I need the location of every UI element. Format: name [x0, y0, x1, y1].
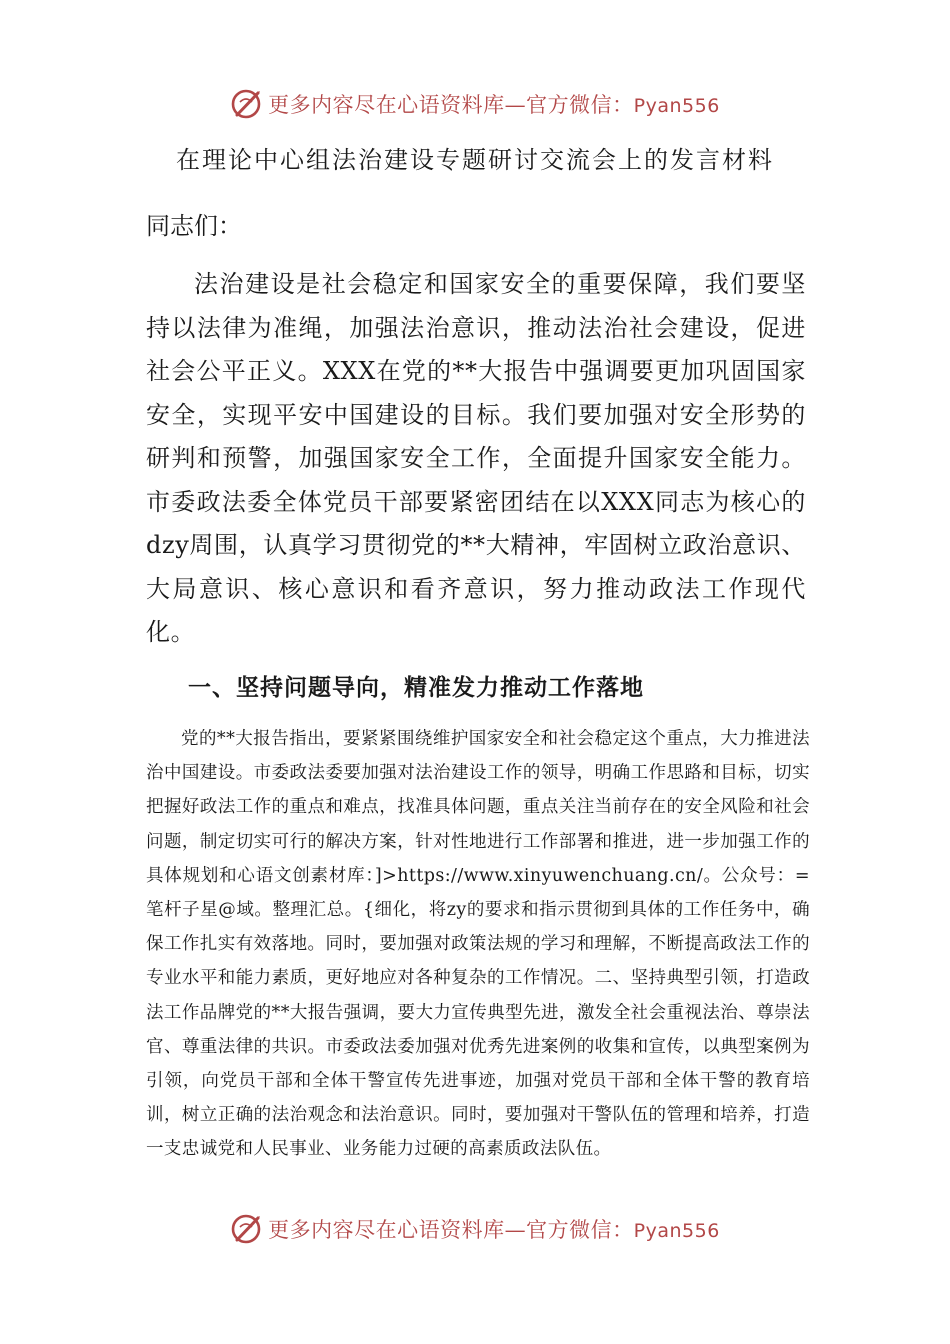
pen-logo-icon: [230, 1212, 264, 1246]
document-title: 在理论中心组法治建设专题研讨交流会上的发言材料: [176, 146, 774, 174]
intro-paragraph: 法治建设是社会稳定和国家安全的重要保障，我们要坚持以法律为准绳，加强法治意识，推动法治社会建设，促进社会公平正义。XXX在党的**大报告中强调要更加巩固国家安全，实现平安中国建设的目标。我们要加强对安全形势的研判和预警，加强国家安全工作，全面提升国家安全能力。市委政法委全体党员干部要紧密团结在以XXX同志为核心的dzy周围，认真学习贯彻党的**大精神，牢固树立政治意识、大局意识、核心意识和看齐意识，努力推动政法工作现代化。: [146, 270, 806, 646]
wechat-id: Pyan556: [633, 1220, 720, 1242]
salutation: 同志们：: [146, 212, 242, 240]
watermark-banner-top: [0, 84, 950, 124]
watermark-banner-bottom: [0, 1209, 950, 1249]
wechat-id: Pyan556: [633, 95, 720, 117]
pen-logo-icon: [230, 87, 264, 121]
watermark-text: 更多内容尽在心语资料库—官方微信：Pyan556: [268, 93, 720, 117]
watermark-text: 更多内容尽在心语资料库—官方微信：Pyan556: [268, 1218, 720, 1242]
section-heading: 一、坚持问题导向，精准发力推动工作落地: [188, 675, 644, 701]
body-paragraph: 党的**大报告指出，要紧紧围绕维护国家安全和社会稳定这个重点，大力推进法治中国建设。市委政法委要加强对法治建设工作的领导，明确工作思路和目标，切实把握好政法工作的重点和难点，找准具体问题，重点关注当前存在的安全风险和社会问题，制定切实可行的解决方案，针对性地进行工作部署和推进，进一步加强工作的具体规划和心语文创素材库：]>https://www.xinyuwenchuang.cn/。公众号：=笔杆子星@域。整理汇总。{细化，将zy的要求和指示贯彻到具体的工作任务中，确保工作扎实有效落地。同时，要加强对政策法规的学习和理解，不断提高政法工作的专业水平和能力素质，更好地应对各种复杂的工作情况。二、坚持典型引领，打造政法工作品牌党的**大报告强调，要大力宣传典型先进，激发全社会重视法治、尊崇法官、尊重法律的共识。市委政法委加强对优秀先进案例的收集和宣传，以典型案例为引领，向党员干部和全体干警宣传先进事迹，加强对党员干部和全体干警的教育培训，树立正确的法治观念和法治意识。同时，要加强对干警队伍的管理和培养，打造一支忠诚党和人民事业、业务能力过硬的高素质政法队伍。: [146, 729, 810, 1160]
